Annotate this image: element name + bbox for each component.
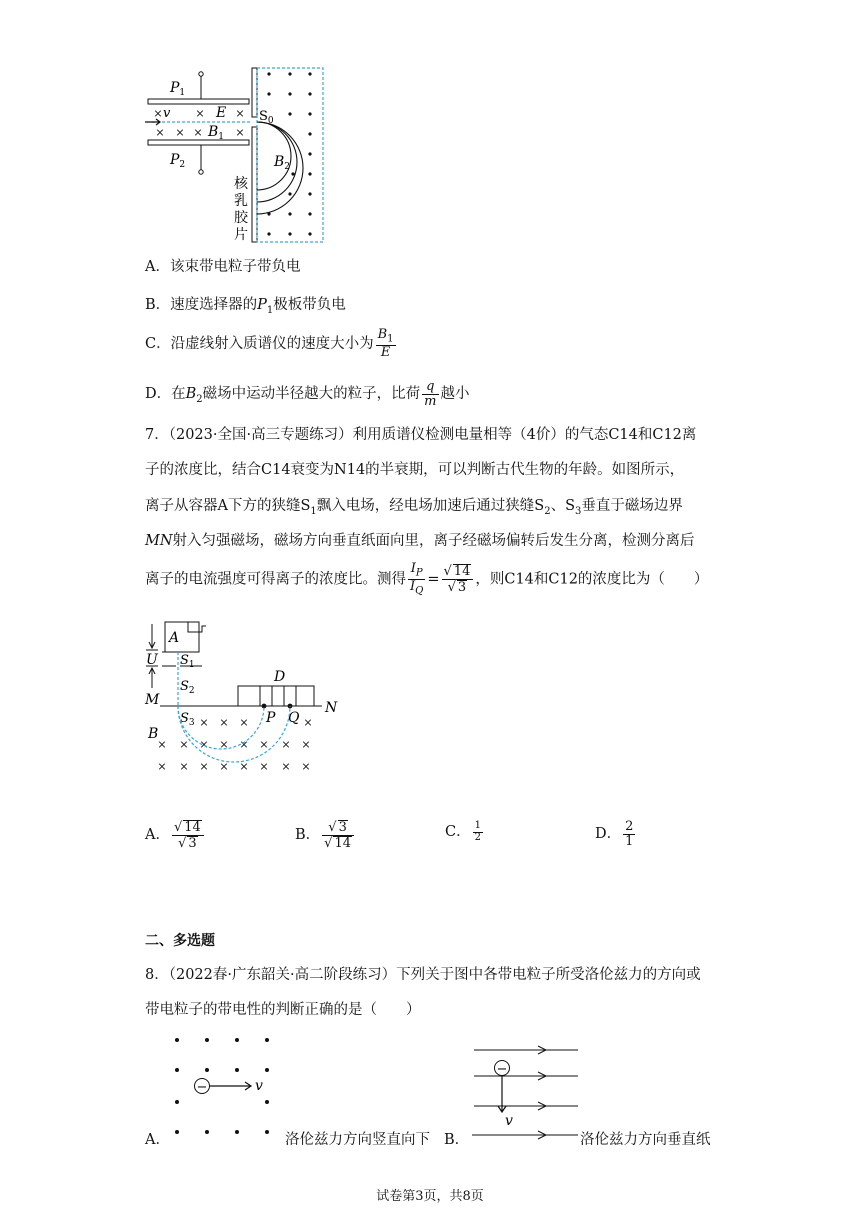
q7-line-3: 离子从容器A下方的狭缝$S_1$飘入电场，经电场加速后通过狭缝$S_2$、$S_3$垂直于磁场边界 — [145, 498, 683, 517]
section-title: 二、多选题 — [145, 933, 215, 949]
q6-option-c[interactable] — [145, 328, 398, 360]
q8-line-1: 8．（2022春·广东韶关·高二阶段练习）下列关于图中各带电粒子所受洛伦兹力的方向或 — [145, 967, 701, 983]
svg-text:×: × — [219, 760, 229, 773]
label-e: E — [216, 105, 227, 121]
svg-text:×: × — [153, 107, 163, 120]
particle-sign: − — [496, 1062, 508, 1077]
label-v: v — [505, 1113, 513, 1129]
svg-text:×: × — [301, 738, 311, 751]
q6-option-c-fraction: $\frac{B_1}{E}$ — [377, 327, 394, 361]
q7-option-c[interactable]: C． $\frac{1}{2}$ — [445, 820, 481, 843]
svg-text:×: × — [195, 107, 205, 120]
q6-option-d[interactable] — [145, 380, 470, 408]
svg-text:乳: 乳 — [234, 193, 248, 209]
plate-p2-terminal — [199, 170, 203, 174]
label-n: N — [325, 700, 338, 716]
q8-option-a-text: 洛伦兹力方向竖直向下 — [285, 1132, 430, 1148]
velocity-arrow — [210, 1082, 251, 1090]
svg-text:×: × — [179, 760, 189, 773]
label-p1: $P_1$ — [170, 80, 186, 98]
q8-option-b-text: 洛伦兹力方向垂直纸 — [580, 1132, 711, 1148]
label-s2: $S_2$ — [180, 679, 195, 696]
q6-option-c-pre: C．沿虚线射入质谱仪的速度大小为 — [145, 335, 374, 352]
q6-option-b-pre: B．速度选择器的 — [145, 297, 258, 313]
label-b: B — [148, 726, 159, 742]
page-footer: 试卷第3页，共8页 — [376, 1189, 484, 1204]
plate-p1 — [148, 99, 249, 104]
q7-line-5: 离子的电流强度可得离子的浓度比。测得 $\frac{I_P}{I_Q}$ = $\frac{√ 14}{√ 3}$ ，则C14和C12的浓度比为（ ） — [145, 561, 709, 597]
svg-text:×: × — [303, 716, 313, 729]
q7-option-a[interactable]: A． $\frac{√ 14}{√ 3}$ — [145, 820, 206, 850]
svg-text:片: 片 — [234, 227, 248, 243]
svg-text:×: × — [219, 716, 229, 729]
label-q: Q — [288, 710, 300, 726]
svg-text:×: × — [235, 107, 245, 120]
film-plate — [252, 68, 257, 117]
svg-text:×: × — [239, 760, 249, 773]
detector-d — [238, 686, 314, 706]
q7-option-b[interactable]: B． $\frac{√ 3}{√ 14}$ — [295, 820, 356, 850]
voltage-arrow-top — [149, 624, 155, 648]
svg-text:×: × — [179, 738, 189, 751]
svg-text:×: × — [157, 760, 167, 773]
svg-text:×: × — [199, 716, 209, 729]
label-b1: $B_1$ — [208, 124, 225, 142]
svg-text:×: × — [157, 738, 167, 751]
label-d: D — [274, 669, 286, 685]
q7-option-d[interactable]: D． $\frac{2}{1}$ — [595, 819, 634, 849]
q7-sqrt-ratio: $\frac{√ 14}{√ 3}$ — [442, 564, 474, 594]
q8-figure-a — [165, 1030, 285, 1140]
svg-text:×: × — [259, 738, 269, 751]
label-a: A — [169, 630, 180, 646]
velocity-arrow — [498, 1076, 506, 1112]
label-p: P — [266, 710, 276, 726]
q6-option-d-fraction: $\frac{q}{m}$ — [424, 379, 437, 409]
voltage-arrow-bottom — [149, 668, 155, 688]
q6-option-d-post: 越小 — [440, 386, 470, 403]
q6-option-d-sub: 2 — [196, 394, 203, 406]
q6-option-d-pre: D．在 — [145, 386, 186, 403]
svg-text:×: × — [239, 738, 249, 751]
q8-option-a-label[interactable]: A． — [145, 1132, 170, 1148]
label-v: v — [255, 1078, 263, 1094]
q6-figure — [140, 62, 340, 247]
svg-text:×: × — [219, 738, 229, 751]
svg-text:×: × — [193, 126, 203, 139]
svg-text:×: × — [199, 760, 209, 773]
q6-option-d-b: B — [185, 386, 197, 403]
label-film — [234, 175, 249, 243]
label-v: v — [163, 106, 171, 121]
q6-option-d-mid: 磁场中运动半径越大的粒子，比荷 — [202, 386, 421, 403]
plate-p2 — [148, 140, 249, 145]
q6-option-b-sub: 1 — [266, 304, 274, 316]
q7-line-2: 子的浓度比，结合C14衰变为N14的半衰期，可以判断古代生物的年龄。如图所示， — [145, 462, 685, 478]
svg-text:×: × — [281, 738, 291, 751]
svg-text:×: × — [199, 738, 209, 751]
q8-line-2: 带电粒子的带电性的判断正确的是（ ） — [145, 1002, 421, 1018]
film-plate-lower — [252, 127, 257, 242]
svg-text:胶: 胶 — [234, 210, 248, 226]
svg-text:核: 核 — [234, 176, 248, 192]
svg-text:×: × — [239, 716, 249, 729]
svg-text:×: × — [235, 126, 245, 139]
point-p — [262, 704, 267, 709]
svg-text:×: × — [281, 760, 291, 773]
q7-line-1: 7．（2023·全国·高三专题练习）利用质谱仪检测电量相等（4价）的气态C14和C12离 — [145, 427, 697, 443]
q6-option-b-p: P — [257, 297, 267, 313]
q8-figure-b — [468, 1040, 588, 1150]
q7-current-ratio: $\frac{I_P}{I_Q}$ — [410, 561, 424, 597]
label-b2: $B_2$ — [274, 154, 291, 172]
svg-text:×: × — [301, 760, 311, 773]
plate-p1-terminal — [199, 72, 203, 76]
svg-text:×: × — [175, 126, 185, 139]
label-s3: $S_3$ — [180, 711, 195, 728]
svg-text:×: × — [259, 760, 269, 773]
field-lines-right — [472, 1046, 578, 1139]
label-s1: $S_1$ — [180, 653, 195, 670]
q6-option-b[interactable] — [145, 293, 346, 316]
q6-option-a[interactable]: A．该束带电粒子带负电 — [145, 259, 301, 275]
q7-figure — [140, 618, 350, 778]
svg-text:×: × — [155, 126, 165, 139]
q6-option-b-post: 极板带负电 — [273, 297, 346, 313]
label-p2: $P_2$ — [170, 152, 186, 170]
label-s0: $S_0$ — [259, 109, 274, 126]
q7-line-4: MN射入匀强磁场，磁场方向垂直纸面向里，离子经磁场偏转后发生分离，检测分离后 — [145, 533, 695, 549]
particle-sign: − — [196, 1080, 208, 1095]
q8-option-b-label[interactable]: B． — [444, 1132, 470, 1148]
label-m: M — [145, 692, 160, 708]
label-u: U — [146, 652, 158, 668]
